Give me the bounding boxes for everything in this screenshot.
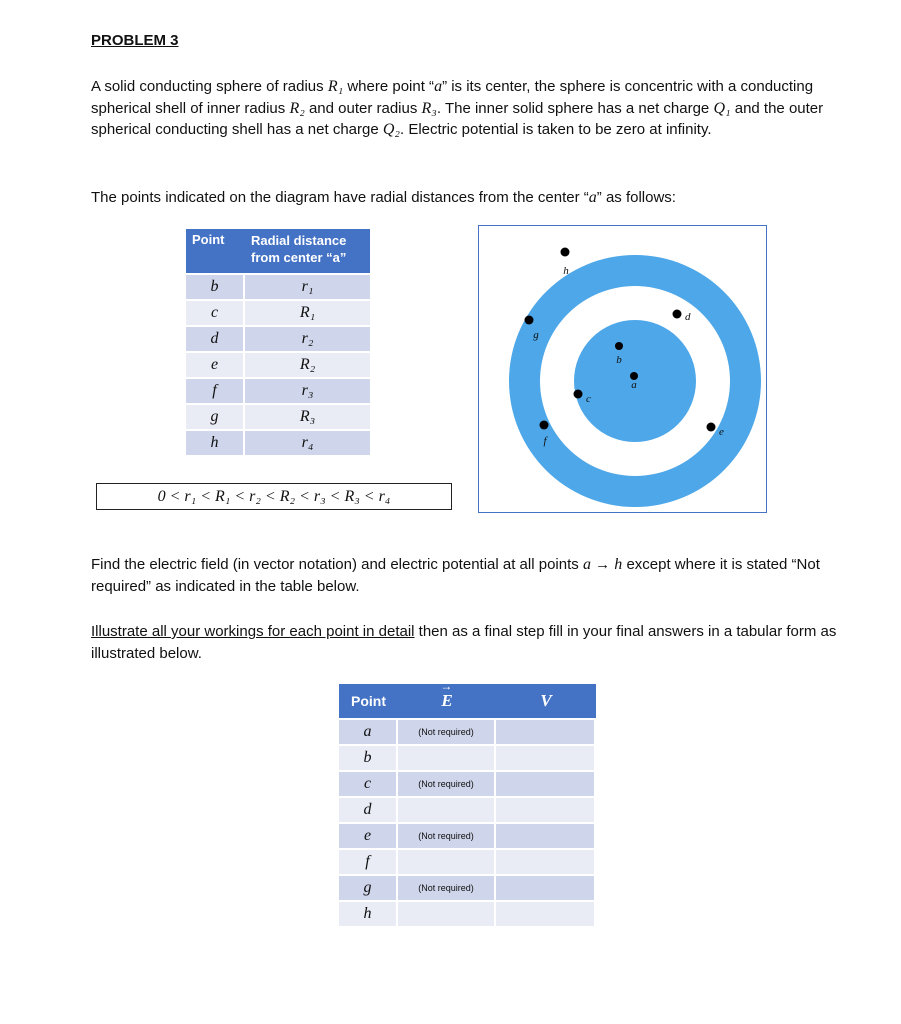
table-row xyxy=(186,353,370,377)
table-row xyxy=(339,798,596,822)
point-cell: b xyxy=(339,746,398,770)
radius-inequality: 0 < r₁ < R₁ < r₂ < R₂ < r₃ < R₃ < r₄ xyxy=(96,483,452,510)
table-row xyxy=(339,902,596,926)
field-cell: (Not required) xyxy=(398,876,496,900)
table-row xyxy=(186,431,370,455)
point-cell: h xyxy=(186,431,245,455)
potential-cell[interactable] xyxy=(496,720,596,744)
table-row xyxy=(339,876,596,900)
point-d-label: d xyxy=(685,311,691,323)
point-cell: d xyxy=(339,798,398,822)
distance-cell: R₃ xyxy=(245,405,370,429)
point-f-label: f xyxy=(543,435,547,447)
point-b-label: b xyxy=(616,354,622,366)
point-cell: e xyxy=(339,824,398,848)
points-intro: The points indicated on the diagram have radial distances from the center “a” as follows: xyxy=(91,189,676,206)
table-row xyxy=(339,746,596,770)
table1-header-distance: Radial distance from center “a” xyxy=(245,229,370,273)
distance-cell: r₂ xyxy=(245,327,370,351)
answer-table xyxy=(339,682,596,928)
point-cell: b xyxy=(186,275,245,299)
point-g-label: g xyxy=(533,329,539,341)
table-row xyxy=(186,379,370,403)
point-cell: c xyxy=(339,772,398,796)
point-c-label: c xyxy=(586,393,591,405)
sphere-diagram xyxy=(478,225,767,513)
potential-cell[interactable] xyxy=(496,824,596,848)
table1-header-point: Point xyxy=(186,229,245,273)
field-cell: (Not required) xyxy=(398,720,496,744)
table-row xyxy=(186,275,370,299)
electric-field-symbol: → E xyxy=(441,691,452,711)
field-cell[interactable] xyxy=(398,798,496,822)
problem-statement: A solid conducting sphere of radius R₁ where point “a” is its center, the sphere is concentric with a conducting spherical shell of inner radius R₂ and outer radius R₃. The inner solid sphere has a net charge Q₁ and the outer spherical conducting shell has a net charge Q₂. Electric potential is taken to be zero at infinity. xyxy=(91,78,824,138)
point-cell: g xyxy=(339,876,398,900)
potential-cell[interactable] xyxy=(496,902,596,926)
table-row xyxy=(339,850,596,874)
table2-header-potential: V xyxy=(496,684,596,718)
table2-header-field xyxy=(398,684,496,718)
table-row xyxy=(339,772,596,796)
radial-distance-table xyxy=(186,227,370,457)
point-cell: a xyxy=(339,720,398,744)
table-row xyxy=(186,405,370,429)
potential-cell[interactable] xyxy=(496,798,596,822)
point-cell: e xyxy=(186,353,245,377)
potential-cell[interactable] xyxy=(496,850,596,874)
point-e-dot xyxy=(707,423,716,432)
point-g-dot xyxy=(525,316,534,325)
table-row xyxy=(339,720,596,744)
point-cell: f xyxy=(339,850,398,874)
field-cell: (Not required) xyxy=(398,824,496,848)
point-h-dot xyxy=(561,248,570,257)
distance-cell: r₃ xyxy=(245,379,370,403)
task-instructions: Find the electric field (in vector notation) and electric potential at all points a → h except where it is stated “Not required” as indicated in the table below. xyxy=(91,556,820,595)
field-cell[interactable] xyxy=(398,850,496,874)
table2-header-point: Point xyxy=(339,684,398,718)
point-f-dot xyxy=(540,421,549,430)
field-cell[interactable] xyxy=(398,746,496,770)
problem-title: PROBLEM 3 xyxy=(91,32,179,49)
table-row xyxy=(339,824,596,848)
point-cell: d xyxy=(186,327,245,351)
field-cell[interactable] xyxy=(398,902,496,926)
field-cell: (Not required) xyxy=(398,772,496,796)
distance-cell: R₁ xyxy=(245,301,370,325)
potential-cell[interactable] xyxy=(496,746,596,770)
point-h-label: h xyxy=(563,265,569,277)
point-b-dot xyxy=(615,342,623,350)
potential-cell[interactable] xyxy=(496,876,596,900)
point-cell: c xyxy=(186,301,245,325)
point-cell: g xyxy=(186,405,245,429)
point-cell: f xyxy=(186,379,245,403)
point-e-label: e xyxy=(719,426,724,438)
point-c-dot xyxy=(574,390,583,399)
table-row xyxy=(186,301,370,325)
distance-cell: r₁ xyxy=(245,275,370,299)
table-row xyxy=(186,327,370,351)
point-a-label: a xyxy=(631,379,637,391)
point-cell: h xyxy=(339,902,398,926)
point-d-dot xyxy=(673,310,682,319)
sphere-diagram-svg xyxy=(479,226,766,512)
distance-cell: R₂ xyxy=(245,353,370,377)
distance-cell: r₄ xyxy=(245,431,370,455)
potential-cell[interactable] xyxy=(496,772,596,796)
workings-instructions: Illustrate all your workings for each point in detail then as a final step fill in your final answers in a tabular form as illustrated below. xyxy=(91,623,837,662)
